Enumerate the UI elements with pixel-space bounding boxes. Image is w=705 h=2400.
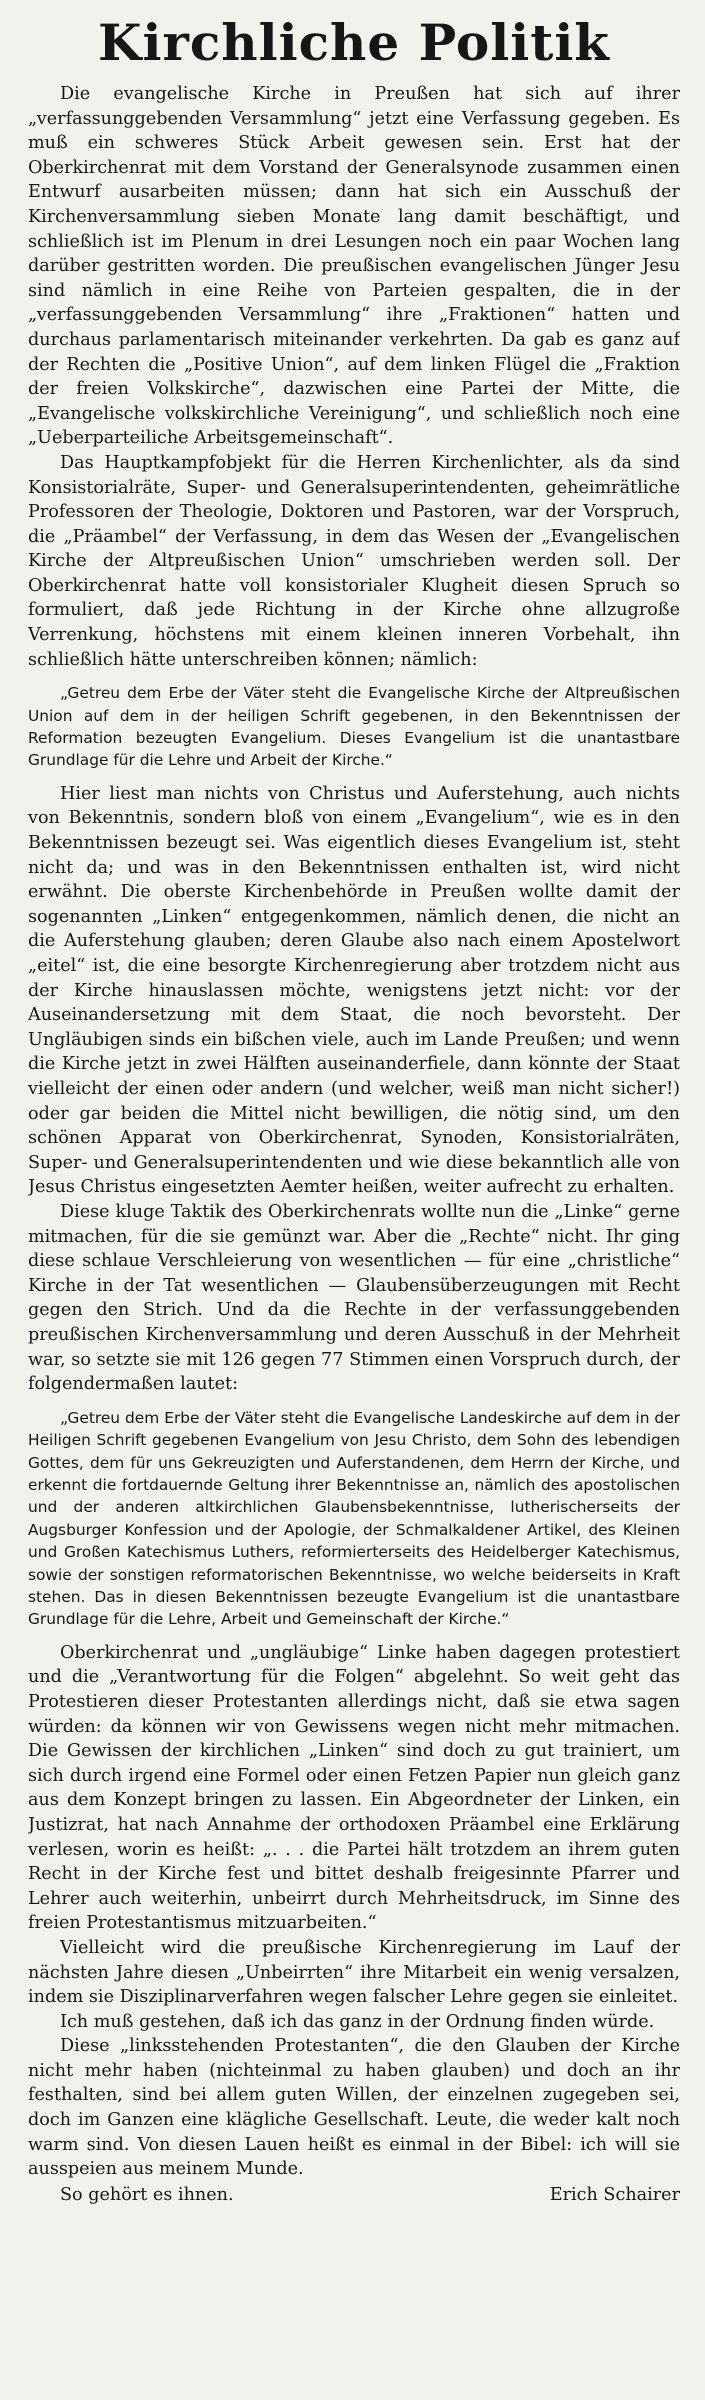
paragraph-5: Oberkirchenrat und „ungläubige“ Linke haben dagegen protestiert und die „Verantwortung für die Folgen“ abgelehnt. So weit geht das Protestieren dieser Protestanten allerdings nicht, daß sie etwa sagen würden: da können wir von Gewissens wegen nicht mehr mitmachen. Die Gewissen der kirchlichen „Linken“ sind doch zu gut trainiert, um sich durch irgend eine Formel oder einen Fetzen Papier nun gleich ganz aus dem Konzept bringen zu lassen. Ein Abgeordneter der Linken, ein Justizrat, hat nach Annahme der orthodoxen Präambel eine Erklärung verlesen, worin es heißt: „. . . die Partei hält trotzdem an ihrem guten Recht in der Kirche fest und bittet deshalb freigesinnte Pfarrer und Lehrer auch weiterhin, unbeirrt durch Mehrheitsdruck, im Sinne des freien Protestantismus mitzuarbeiten.“ [28,1642,680,1934]
newspaper-article [28,12,680,2388]
paragraph-2: Das Hauptkampfobjekt für die Herren Kirchenlichter, als da sind Konsistorialräte, Super- und Generalsuperintendenten, geheimrätliche Professoren der Theologie, Doktoren und Pastoren, war der Vorspruch, die „Präambel“ der Verfassung, in dem das Wesen der „Evangelischen Kirche der Altpreußischen Union“ umschrieben werden soll. Der Oberkirchenrat hatte voll konsistorialer Klugheit diesen Spruch so formuliert, daß jede Richtung in der Kirche ohne allzugroße Verrenkung, höchstens mit einem kleinen inneren Vorbehalt, ihn schließlich hätte unterschreiben können; nämlich: [28,452,680,670]
author-signature: Erich Schairer [549,2184,680,2205]
paragraph-4: Diese kluge Taktik des Oberkirchenrats wollte nun die „Linke“ gerne mitmachen, für die sie gemünzt war. Aber die „Rechte“ nicht. Ihr ging diese schlaue Verschleierung von wesentlichen — für eine „christliche“ Kirche in der Tat wesentlichen — Glaubensüberzeugungen mit Recht gegen den Strich. Und da die Rechte in der verfassunggebenden preußischen Kirchenversammlung und deren Ausschuß in der Mehrheit war, so setzte sie mit 126 gegen 77 Stimmen einen Vorspruch durch, der folgendermaßen lautet: [28,1201,680,1395]
paragraph-3: Hier liest man nichts von Christus und Auferstehung, auch nichts von Bekenntnis, sondern bloß von einem „Evangelium“, wie es in den Bekenntnissen bezeugt sei. Was eigentlich dieses Evangelium ist, steht nicht da; und was in den Bekenntnissen enthalten ist, wird nicht erwähnt. Die oberste Kirchenbehörde in Preußen wollte damit der sogenannten „Linken“ entgegenkommen, nämlich denen, die nicht an die Auferstehung glauben; deren Glaube also nach einem Apostelwort „eitel“ ist, die eine besorgte Kirchenregierung aber trotzdem nicht aus der Kirche hinauslassen möchte, wenigstens jetzt nicht: vor der Auseinandersetzung mit dem Staat, die noch bevorsteht. Der Ungläubigen sinds ein bißchen viele, auch im Lande Preußen; und wenn die Kirche jetzt in zwei Hälften auseinanderfiele, dann könnte der Staat vielleicht der einen oder andern (und welcher, weiß man nicht sicher!) oder gar beiden die Mittel nicht bewilligen, die nötig sind, um den schönen Apparat von Oberkirchenrat, Synoden, Konsistorialräten, Super- und Generalsuperintendenten und wie diese bekanntlich alle von Jesus Christus eingesetzten Aemter heißen, weiter aufrecht zu erhalten. [28,783,680,1198]
paragraph-7: Ich muß gestehen, daß ich das ganz in der Ordnung finden würde. [60,2011,655,2032]
article-title: Kirchliche Politik [98,13,610,72]
paragraph-8: Diese „linksstehenden Protestanten“, die den Glauben der Kirche nicht mehr haben (nichteinmal zu haben glauben) und doch an ihr festhalten, sind bei allem guten Willen, der einzelnen zugegeben sei, doch im Ganzen eine klägliche Gesellschaft. Leute, die weder kalt noch warm sind. Von diesen Lauen heißt es einmal in der Bibel: ich will sie ausspeien aus meinem Munde. [28,2036,680,2180]
closing-row [28,2182,680,2208]
quote-preamble-draft: „Getreu dem Erbe der Väter steht die Evangelische Kirche der Altpreußischen Union auf dem in der heiligen Schrift gegebenen, in den Bekenntnissen der Reformation bezeugten Evangelium. Dieses Evangelium ist die unantastbare Grundlage für die Lehre und Arbeit der Kirche.“ [28,684,680,770]
closing-line: So gehört es ihnen. [60,2184,234,2205]
quote-preamble-adopted: „Getreu dem Erbe der Väter steht die Evangelische Landeskirche auf dem in der Heiligen Schrift gegebenen Evangelium von Jesu Christo, dem Sohn des lebendigen Gottes, dem für uns Gekreuzigten und Auferstandenen, dem Herrn der Kirche, und erkennt die fortdauernde Geltung ihrer Bekenntnisse an, nämlich des apostolischen und der anderen altkirchlichen Glaubensbekenntnisse, lutherischerseits der Augsburger Konfession und der Apologie, der Schmalkaldener Artikel, des Kleinen und Großen Katechismus Luthers, reformierterseits des Heidelberger Katechismus, sowie der sonstigen reformatorischen Bekenntnisse, wo welche beiderseits in Kraft stehen. Das in diesen Bekenntnissen bezeugte Evangelium ist die unantastbare Grundlage für die Lehre, Arbeit und Gemeinschaft der Kirche.“ [28,1408,680,1629]
paragraph-6: Vielleicht wird die preußische Kirchenregierung im Lauf der nächsten Jahre diesen „Unbeirrten“ ihre Mitarbeit ein wenig versalzen, indem sie Disziplinarverfahren wegen falscher Lehre gegen sie einleitet. [28,1937,680,2008]
paragraph-1: Die evangelische Kirche in Preußen hat sich auf ihrer „verfassunggebenden Versammlung“ jetzt eine Verfassung gegeben. Es muß ein schweres Stück Arbeit gewesen sein. Erst hat der Oberkirchenrat mit dem Vorstand der Generalsynode zusammen einen Entwurf ausarbeiten müssen; dann hat sich ein Ausschuß der Kirchenversammlung sieben Monate lang damit beschäftigt, und schließlich ist im Plenum in drei Lesungen noch ein paar Wochen lang darüber gestritten worden. Die preußischen evangelischen Jünger Jesu sind nämlich in eine Reihe von Parteien gespalten, die in der „verfassunggebenden Versammlung“ ihre „Fraktionen“ hatten und durchaus parlamentarisch miteinander verkehrten. Da gab es ganz auf der Rechten die „Positive Union“, auf dem linken Flügel die „Fraktion der freien Volkskirche“, dazwischen eine Partei der Mitte, die „Evangelische volkskirchliche Vereinigung“, und schließlich noch eine „Ueberparteiliche Arbeitsgemeinschaft“. [28,84,680,449]
